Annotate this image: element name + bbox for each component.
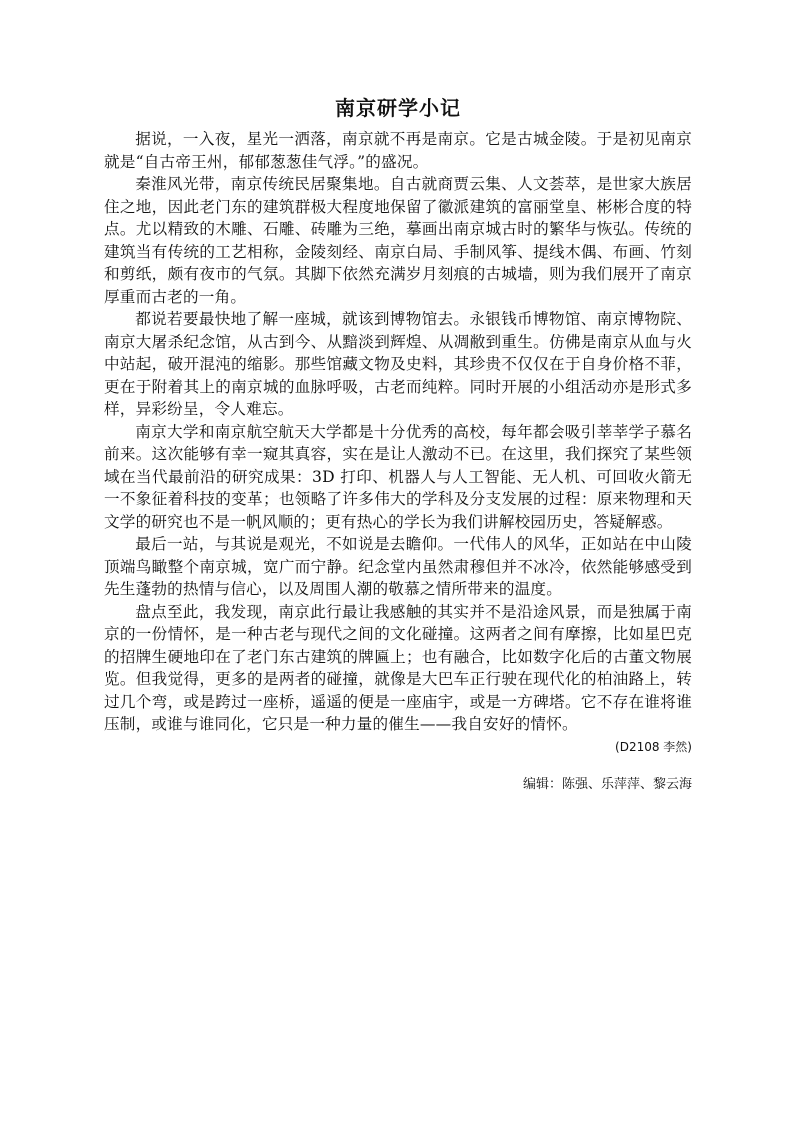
article-paragraph: 盘点至此，我发现，南京此行最让我感触的其实并不是沿途风景，而是独属于南京的一份情怀，是一种古老与现代之间的文化碰撞。这两者之间有摩擦，比如星巴克的招牌生硬地印在了老门东古建筑的牌匾上；也有融合，比如数字化后的古董文物展览。但我觉得，更多的是两者的碰撞，就像是大巴车正行驶在现代化的柏油路上，转过几个弯，或是跨过一座桥，遥遥的便是一座庙宇，或是一方碑塔。它不存在谁将谁压制，或谁与谁同化，它只是一种力量的催生——我自安好的情怀。 xyxy=(104,602,692,733)
article-paragraph: 据说，一入夜，星光一洒落，南京就不再是南京。它是古城金陵。于是初见南京就是“自古帝王州，郁郁葱葱佳气浮。”的盛况。 xyxy=(104,130,692,171)
editors-credit: 编辑：陈强、乐萍萍、黎云海 xyxy=(522,776,692,792)
article-paragraph: 最后一站，与其说是观光，不如说是去瞻仰。一代伟人的风华，正如站在中山陵顶端鸟瞰整个南京城，宽广而宁静。纪念堂内虽然肃穆但并不冰冷，依然能够感受到先生蓬勃的热情与信心，以及周围人潮的敬慕之情所带来的温度。 xyxy=(104,535,692,598)
article xyxy=(104,94,692,794)
article-paragraph: 秦淮风光带，南京传统民居聚集地。自古就商贾云集、人文荟萃，是世家大族居住之地，因此老门东的建筑群极大程度地保留了徽派建筑的富丽堂皇、彬彬合度的特点。尤以精致的木雕、石雕、砖雕为三绝，摹画出南京城古时的繁华与恢弘。传统的建筑当有传统的工艺相称，金陵刻经、南京白局、手制风筝、提线木偶、布画、竹刻和剪纸，颇有夜市的气氛。其脚下依然充满岁月刻痕的古城墙，则为我们展开了南京厚重而古老的一角。 xyxy=(104,175,692,306)
article-paragraph: 都说若要最快地了解一座城，就该到博物馆去。永银钱币博物馆、南京博物院、南京大屠杀纪念馆，从古到今、从黯淡到辉煌、从凋敝到重生。仿佛是南京从血与火中站起，破开混沌的缩影。那些馆藏文物及史料，其珍贵不仅仅在于自身价格不菲，更在于附着其上的南京城的血脉呼吸，古老而纯粹。同时开展的小组活动亦是形式多样，异彩纷呈，令人难忘。 xyxy=(104,310,692,418)
article-body xyxy=(104,128,692,736)
article-title: 南京研学小记 xyxy=(335,96,461,120)
author-signature: (D2108 李然) xyxy=(615,739,692,754)
article-paragraph: 南京大学和南京航空航天大学都是十分优秀的高校，每年都会吸引莘莘学子慕名前来。这次能够有幸一窥其真容，实在是让人激动不已。在这里，我们探究了某些领域在当代最前沿的研究成果：3D 打印、机器人与人工智能、无人机、可回收火箭无一不象征着科技的变革；也领略了许多伟大的学科及分支发展的过程：原来物理和天文学的研究也不是一帆风顺的；更有热心的学长为我们讲解校园历史，答疑解惑。 xyxy=(104,422,692,531)
